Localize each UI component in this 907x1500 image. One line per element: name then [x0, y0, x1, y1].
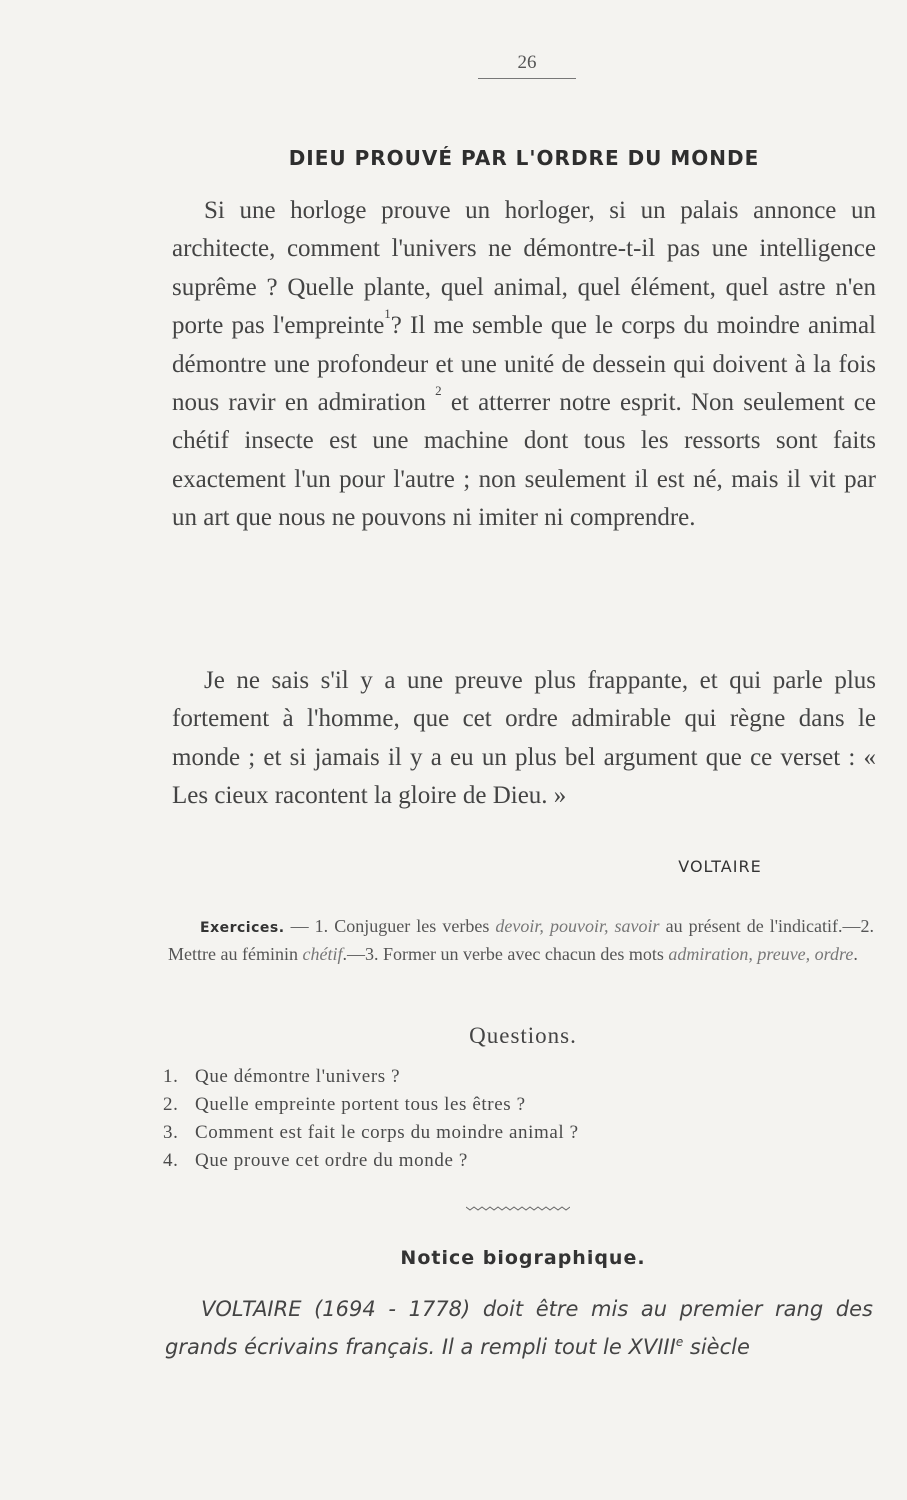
notice-title: Notice biographique.	[400, 1247, 646, 1269]
exercises-text-4: .	[853, 944, 858, 964]
question-number: 4.	[163, 1150, 179, 1171]
footnote-ref-2: 2	[435, 383, 442, 399]
question-item	[163, 1147, 863, 1175]
notice-text-b: siècle	[683, 1335, 750, 1359]
chapter-title: DIEU PROUVÉ PAR L'ORDRE DU MONDE	[288, 146, 760, 170]
exercises-verbs: devoir, pouvoir, savoir	[495, 916, 660, 936]
exercises-text-1: — 1. Conjuguer les verbes	[284, 916, 496, 936]
exercises-block	[168, 913, 874, 967]
notice-superscript: e	[675, 1335, 684, 1349]
exercises-word: chétif	[302, 944, 343, 964]
exercises-text-3: .—3. Former un verbe avec chacun des mots	[342, 944, 669, 964]
question-item	[163, 1119, 863, 1147]
question-number: 2.	[163, 1094, 179, 1115]
question-text: Que démontre l'univers ?	[195, 1066, 401, 1087]
footnote-ref-1: 1	[384, 306, 391, 322]
exercises-label: Exercices.	[200, 920, 285, 936]
question-item	[163, 1091, 863, 1119]
exercises-text-2: au présent de l'indicatif.—2. Mettre au féminin	[168, 916, 874, 964]
question-number: 1.	[163, 1066, 179, 1087]
question-item	[163, 1063, 863, 1091]
questions-list	[163, 1063, 863, 1175]
paragraph-1-part-b: ? Il me semble que le corps du moindre animal démontre une profondeur et une unité de dessein qui doivent à la fois nous ravir en admiration	[172, 312, 877, 417]
notice-text	[165, 1293, 873, 1364]
question-text: Que prouve cet ordre du monde ?	[195, 1150, 468, 1171]
questions-title: Questions.	[469, 1023, 577, 1048]
exercises-words: admiration, preuve, ordre	[668, 944, 854, 964]
page-number: 26	[478, 52, 576, 79]
paragraph-1-part-c: et atterrer notre esprit. Non seulement ce chétif insecte est une machine dont tous les ressorts sont faits exactement l'un pour l'autre ; non seulement il est né, mais il vit par un art que nous ne pouvons ni imiter ni comprendre.	[172, 389, 876, 532]
paragraph-1-part-a: Si une horloge prouve un horloger, si un palais annonce un architecte, comment l'univers ne démontre-t-il pas une intelligence suprême ? Quelle plante, quel animal, quel élément, quel astre n'en porte pas l'empreinte	[172, 197, 876, 340]
question-text: Comment est fait le corps du moindre animal ?	[195, 1122, 579, 1143]
notice-text-a: VOLTAIRE (1694 - 1778) doit être mis au premier rang des grands écrivains français. Il a rempli tout le XVIII	[165, 1297, 873, 1359]
ornamental-divider	[466, 1203, 570, 1213]
author-signature: VOLTAIRE	[678, 857, 762, 876]
paragraph-1	[172, 192, 876, 538]
question-number: 3.	[163, 1122, 179, 1143]
question-text: Quelle empreinte portent tous les êtres ?	[195, 1094, 526, 1115]
paragraph-2: Je ne sais s'il y a une preuve plus frappante, et qui parle plus fortement à l'homme, que cet ordre admirable qui règne dans le monde ; et si jamais il y a eu un plus bel argument que ce verset : « Les cieux racontent la gloire de Dieu. »	[172, 667, 876, 810]
